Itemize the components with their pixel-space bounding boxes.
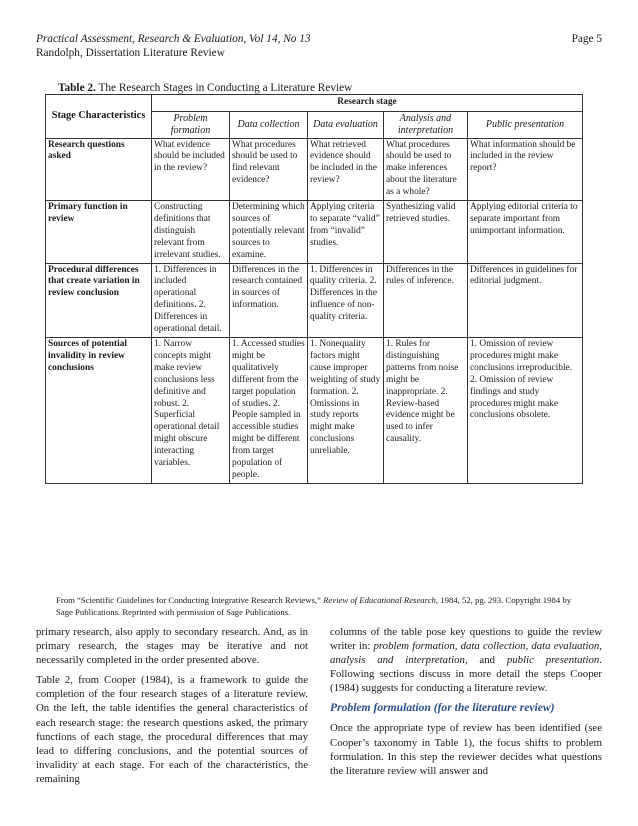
left-column (36, 625, 308, 792)
paragraph-text: . Following sections discuss in more detail the steps Cooper (1984) suggests for conducting a literature review. (330, 654, 602, 695)
table-cell: Differences in guidelines for editorial judgment. (468, 263, 583, 337)
paragraph: primary research, also apply to secondary research. And, as in primary research, the stages may be iterative and not necessarily completed in the order presented above. (36, 626, 308, 667)
table-cell: Synthesizing valid retrieved studies. (384, 201, 468, 264)
column-header: Public presentation (468, 111, 583, 138)
column-header: Analysis and interpretation (384, 111, 468, 138)
page-number: Page 5 (571, 33, 602, 45)
author-line: Randolph, Dissertation Literature Review (36, 46, 225, 59)
research-stage-header: Research stage (152, 95, 583, 112)
column-header: Problem formation (152, 111, 230, 138)
row-label: Research questions asked (46, 138, 152, 201)
table-source-note (56, 594, 586, 619)
row-label: Primary function in review (46, 201, 152, 264)
table-cell: 1. Nonequality factors might cause improper weighting of study formation. 2. Omissions in study reports might make conclusions unreliable. (308, 338, 384, 484)
table-row (46, 138, 583, 201)
source-text: From “Scientific Guidelines for Conducting Integrative Research Reviews,” (56, 595, 324, 605)
table-cell: 1. Narrow concepts might make review conclusions less definitive and robust. 2. Superficial operational detail might obscure interacting variables. (152, 338, 230, 484)
page-header (36, 33, 602, 60)
table-cell: Differences in the rules of inference. (384, 263, 468, 337)
table-cell: 1. Accessed studies might be qualitatively different from the target population of studies. 2. People sampled in accessible studies might be different from target population of people. (230, 338, 308, 484)
table-cell: 1. Rules for distinguishing patterns from noise might be inappropriate. 2. Review-based evidence might be used to infer causality. (384, 338, 468, 484)
table-cell: What procedures should be used to make inferences about the literature as a whole? (384, 138, 468, 201)
research-stages-table (45, 94, 583, 484)
row-label: Sources of potential invalidity in review conclusions (46, 338, 152, 484)
table-cell: Constructing definitions that distinguish relevant from irrelevant studies. (152, 201, 230, 264)
table-caption (58, 82, 352, 94)
source-text-rest: 1984, 52, pg. 293. Copyright 1984 by Sage Publications. Reprinted with permission of Sage Publications. (56, 595, 572, 618)
stage-characteristics-header: Stage Characteristics (46, 95, 152, 139)
journal-title: Practical Assessment, Research & Evaluation, Vol 14, No 13 (36, 33, 311, 45)
column-header: Data collection (230, 111, 308, 138)
paragraph: Once the appropriate type of review has been identified (see Cooper’s taxonomy in Table 1), the focus shifts to problem formulation. In this step the reviewer decides what questions the literature review will answer and (330, 722, 602, 777)
row-label: Procedural differences that create variation in review conclusion (46, 263, 152, 337)
table-cell: What information should be included in the review report? (468, 138, 583, 201)
table-cell: Determining which sources of potentially relevant sources to examine. (230, 201, 308, 264)
table-cell: Applying criteria to separate “valid” from “invalid” studies. (308, 201, 384, 264)
table-row (46, 201, 583, 264)
table-cell: 1. Differences in quality criteria. 2. Differences in the influence of non-quality criteria. (308, 263, 384, 337)
table-cell: Applying editorial criteria to separate important from unimportant information. (468, 201, 583, 264)
right-column (330, 625, 602, 784)
emphasis-text: problem formation, data collection, data evaluation, analysis and interpretation, (330, 640, 602, 667)
table-cell: 1. Differences in included operational definitions. 2. Differences in operational detail. (152, 263, 230, 337)
paragraph: Table 2, from Cooper (1984), is a framework to guide the completion of the four research stages of a literature review. On the left, the table identifies the general characteristics of each research stage: the research questions asked, the primary functions of each stage, the procedural differences that may lead to differing conclusions, and the potential sources of invalidity at each stage. For each of the characteristics, the remaining (36, 674, 308, 785)
table-row (46, 263, 583, 337)
paragraph (330, 625, 602, 695)
table-cell: 1. Omission of review procedures might make conclusions irreproducible. 2. Omission of review findings and study procedures might make conclusions obsolete. (468, 338, 583, 484)
paragraph-text: and (467, 654, 507, 667)
emphasis-text: public presentation (506, 654, 600, 667)
table-cell: What retrieved evidence should be included in the review? (308, 138, 384, 201)
section-heading: Problem formulation (for the literature review) (330, 701, 555, 715)
table-cell: Differences in the research contained in sources of information. (230, 263, 308, 337)
paragraph-text: columns of the table pose key questions to guide the review writer in: (330, 626, 602, 653)
table-cell: What evidence should be included in the review? (152, 138, 230, 201)
table-row (46, 338, 583, 484)
table-caption-text: The Research Stages in Conducting a Literature Review (95, 82, 353, 94)
table-caption-label: Table 2. (58, 82, 96, 94)
column-header: Data evaluation (308, 111, 384, 138)
source-journal: Review of Educational Research, (323, 595, 439, 605)
table-cell: What procedures should be used to find relevant evidence? (230, 138, 308, 201)
